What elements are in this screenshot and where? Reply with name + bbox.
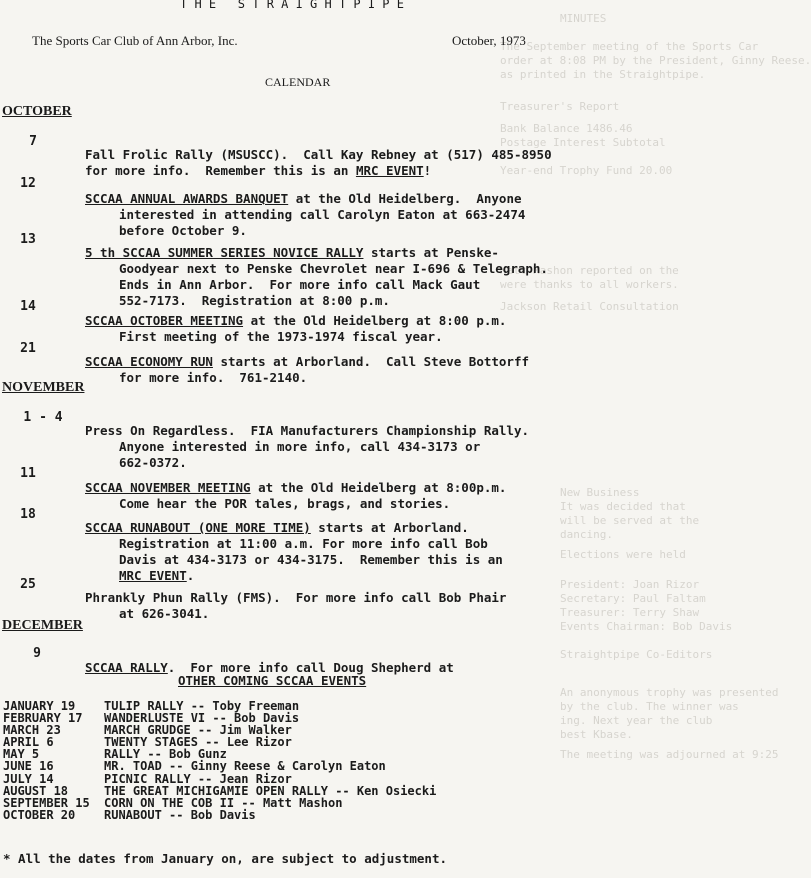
other-event-date: APRIL 6 (3, 735, 54, 750)
event-day: 11 (20, 466, 36, 481)
section-november: NOVEMBER (2, 380, 85, 395)
other-event-name: CORN ON THE COB II -- Matt Mashon (104, 795, 343, 810)
other-event-name: MR. TOAD -- Ginny Reese & Carolyn Eaton (104, 759, 386, 774)
calendar-heading: CALENDAR (265, 75, 331, 89)
event-october-meeting: SCCAA OCTOBER MEETING at the Old Heidelberg at 8:00 p.m. First meeting of the 1973-1974 fiscal year. (85, 313, 507, 344)
event-press-on-regardless: Press On Regardless. FIA Manufacturers Championship Rally. Anyone interested in more info, call 434-3173 or 662-0372. (85, 423, 530, 470)
other-event-row (3, 785, 436, 797)
other-event-date: OCTOBER 20 (3, 807, 76, 822)
other-event-date: JUNE 16 (3, 759, 54, 774)
other-event-name: PICNIC RALLY -- Jean Rizor (104, 771, 292, 786)
other-event-date: SEPTEMBER 15 (3, 795, 90, 810)
section-october: OCTOBER (2, 104, 72, 119)
other-event-date: FEBRUARY 17 (3, 711, 83, 726)
other-event-date: JULY 14 (3, 771, 54, 786)
issue-date: October, 1973 (452, 33, 526, 48)
other-event-date: MARCH 23 (3, 723, 61, 738)
event-day: 18 (20, 507, 36, 522)
event-day: 12 (20, 176, 36, 191)
club-name: The Sports Car Club of Ann Arbor, Inc. (32, 33, 238, 48)
event-fall-frolic: Fall Frolic Rally (MSUSCC). Call Kay Rebney at (517) 485-8950 for more info. Remember this is an MRC EVENT! (85, 147, 552, 178)
event-day: 14 (20, 299, 36, 314)
event-economy-run: SCCAA ECONOMY RUN starts at Arborland. Call Steve Bottorff for more info. 761-2140. (85, 354, 530, 385)
event-runabout: SCCAA RUNABOUT (ONE MORE TIME) starts at Arborland. Registration at 11:00 a.m. For more info call Bob Davis at 434-3173 or 434-3175. Remember this is an MRC EVENT. (85, 520, 503, 583)
other-event-row (3, 809, 436, 821)
event-novice-rally: 5 th SCCAA SUMMER SERIES NOVICE RALLY starts at Penske- Goodyear next to Penske Chevrolet near I-696 & Telegraph. Ends in Ann Arbor. For more info call Mack Gaut 552-7173. Registration at 8:00 p.m. (85, 245, 548, 308)
other-event-name: RALLY -- Bob Gunz (104, 747, 227, 762)
other-events-heading: OTHER COMING SCCAA EVENTS (178, 673, 367, 688)
other-event-name: MARCH GRUDGE -- Jim Walker (104, 723, 292, 738)
event-day: 13 (20, 232, 36, 247)
event-day: 7 (29, 134, 37, 149)
event-awards-banquet: SCCAA ANNUAL AWARDS BANQUET at the Old Heidelberg. Anyone interested in attending call Carolyn Eaton at 663-2474 before October 9. (85, 191, 526, 238)
event-sccaa-rally: SCCAA RALLY. For more info call Doug Shepherd at (85, 660, 454, 675)
footnote: * All the dates from January on, are subject to adjustment. (3, 851, 448, 866)
other-event-date: JANUARY 19 (3, 699, 76, 713)
other-event-date: MAY 5 (3, 747, 40, 762)
other-event-name: WANDERLUSTE VI -- Bob Davis (104, 711, 300, 726)
section-december: DECEMBER (2, 618, 83, 633)
other-event-name: THE GREAT MICHIGAMIE OPEN RALLY -- Ken Osiecki (104, 783, 437, 798)
masthead: T H E S T R A I G H T P I P E (180, 0, 404, 11)
other-event-name: TWENTY STAGES -- Lee Rizor (104, 735, 292, 750)
event-day: 25 (20, 577, 36, 592)
event-day: 9 (33, 646, 41, 661)
event-november-meeting: SCCAA NOVEMBER MEETING at the Old Heidelberg at 8:00p.m. Come hear the POR tales, brags, and stories. (85, 480, 507, 511)
event-day: 1 - 4 (23, 410, 63, 425)
other-event-name: RUNABOUT -- Bob Davis (104, 807, 256, 822)
other-event-name: TULIP RALLY -- Toby Freeman (104, 699, 300, 713)
other-events-list (3, 700, 436, 821)
event-day: 21 (20, 341, 36, 356)
other-event-row (3, 760, 436, 772)
other-event-row (3, 773, 436, 785)
other-event-date: AUGUST 18 (3, 783, 69, 798)
event-phrankly-phun: Phrankly Phun Rally (FMS). For more info call Bob Phair at 626-3041. (85, 590, 507, 621)
